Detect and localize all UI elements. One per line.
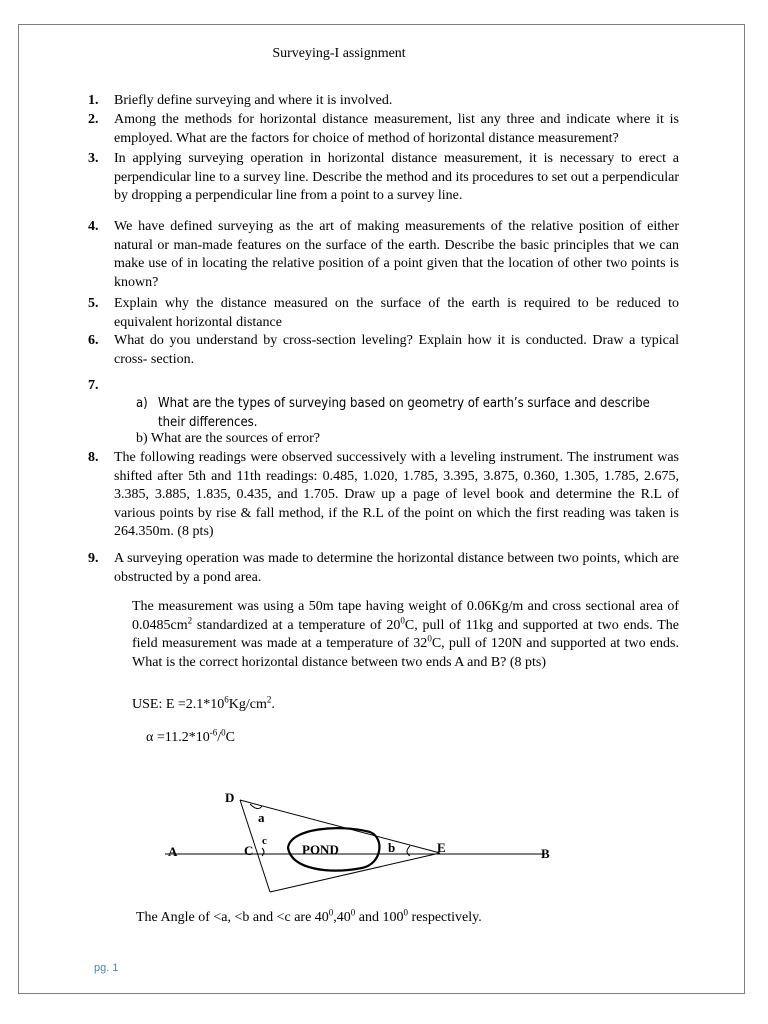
question-number: 3.: [88, 151, 99, 166]
text-run: Kg/cm: [228, 697, 267, 712]
text-run: C: [225, 730, 235, 745]
text-run: α =11.2*10: [146, 730, 210, 745]
text-run: .: [271, 697, 275, 712]
label-c-point: C: [244, 843, 254, 858]
superscript: 0: [400, 614, 405, 625]
label-angle-c: c: [262, 835, 267, 847]
question-text: What do you understand by cross-section leveling? Explain how it is conducted. Draw a typical cross- section.: [114, 333, 679, 367]
superscript: 0: [328, 907, 334, 918]
question-text: Among the methods for horizontal distance measurement, list any three and indicate where it is employed. What are the factors for choice of method of horizontal distance measurement?: [114, 112, 679, 146]
page-number-footer: pg. 1: [94, 962, 119, 974]
text-run: C, pull of 120N and supported at two ends. What is the correct horizontal distance between two ends A and B? (8 pts): [132, 636, 679, 670]
label-a-point: A: [168, 844, 178, 859]
text-run: C, pull of 11kg and supported at two ends. The field measurement was made at a temperature of 32: [132, 617, 679, 652]
angle-c-arc: [262, 848, 264, 856]
text-run: USE: E =2.1*10: [132, 697, 225, 712]
sub-text: What are the types of surveying based on geometry of earth’s surface and describe their differences.: [158, 396, 650, 430]
superscript: 0: [350, 907, 356, 918]
label-b-point: B: [541, 846, 550, 861]
angles-statement: [136, 907, 482, 926]
superscript: 0: [427, 633, 432, 644]
question-text: Briefly define surveying and where it is involved.: [114, 93, 393, 108]
superscript: 2: [266, 694, 272, 705]
question-number: 2.: [88, 112, 99, 127]
question-text: A surveying operation was made to determine the horizontal distance between two points, which are obstructed by a pond area.: [114, 551, 679, 585]
label-angle-b: b: [388, 840, 396, 855]
label-pond: POND: [302, 842, 339, 857]
question-number: 7.: [88, 378, 99, 393]
line-de: [240, 800, 440, 853]
label-angle-a: a: [258, 810, 265, 825]
text-run: The measurement was using a 50m tape having weight of 0.06Kg/m and cross sectional area of 0.0485cm: [132, 599, 679, 633]
question-text: The following readings were observed successively with a leveling instrument. The instrument was shifted after 5th and 11th readings: 0.485, 1.020, 1.785, 3.395, 3.875, 0.360, 1.305, 1.785, 2.675, 3.385, 3.885, 1.835, 0.435, and 1.705. Draw up a page of level book and determine the R.L of various points by rise & fall method, if the R.L of the point on which the first reading was taken is 264.350m. (8 pts): [114, 450, 679, 540]
question-text: We have defined surveying as the art of making measurements of the relative position of either natural or man-made features on the surface of the earth. Describe the basic principles that we can make use of in locating the relative position of a point given that the location of other two points is known?: [114, 219, 679, 290]
superscript: 0: [403, 907, 409, 918]
superscript: 6: [224, 694, 229, 705]
text-run: The Angle of <a, <b and <c are 40: [136, 910, 329, 925]
superscript: -6: [209, 727, 218, 738]
label-e-point: E: [437, 840, 446, 855]
label-d-point: D: [225, 790, 235, 805]
text-run: respectively.: [408, 910, 482, 925]
superscript: 0: [221, 727, 226, 738]
text-run: and 100: [355, 910, 404, 925]
document-title: Surveying-I assignment: [272, 46, 406, 61]
question-text: In applying surveying operation in horizontal distance measurement, it is necessary to erect a perpendicular line to a survey line. Describe the method and its procedures to set out a perpendicular by dropping a perpendicular line from a point to a survey line.: [114, 151, 679, 204]
question-number: 9.: [88, 551, 99, 566]
question-number: 6.: [88, 333, 99, 348]
question-text: Explain why the distance measured on the surface of the earth is required to be reduced to equivalent horizontal distance: [114, 296, 679, 330]
question-number: 4.: [88, 219, 99, 234]
superscript: 2: [187, 614, 193, 625]
text-run: standardized at a temperature of 20: [192, 617, 401, 633]
text-run: ,40: [333, 910, 351, 925]
text-run: /: [217, 730, 222, 745]
question-7-sub-b: b) What are the sources of error?: [136, 431, 320, 446]
line-ce: [270, 853, 440, 892]
question-number: 5.: [88, 296, 99, 311]
question-number: 8.: [88, 450, 99, 465]
sub-label: a): [136, 396, 148, 411]
question-number: 1.: [88, 93, 99, 108]
